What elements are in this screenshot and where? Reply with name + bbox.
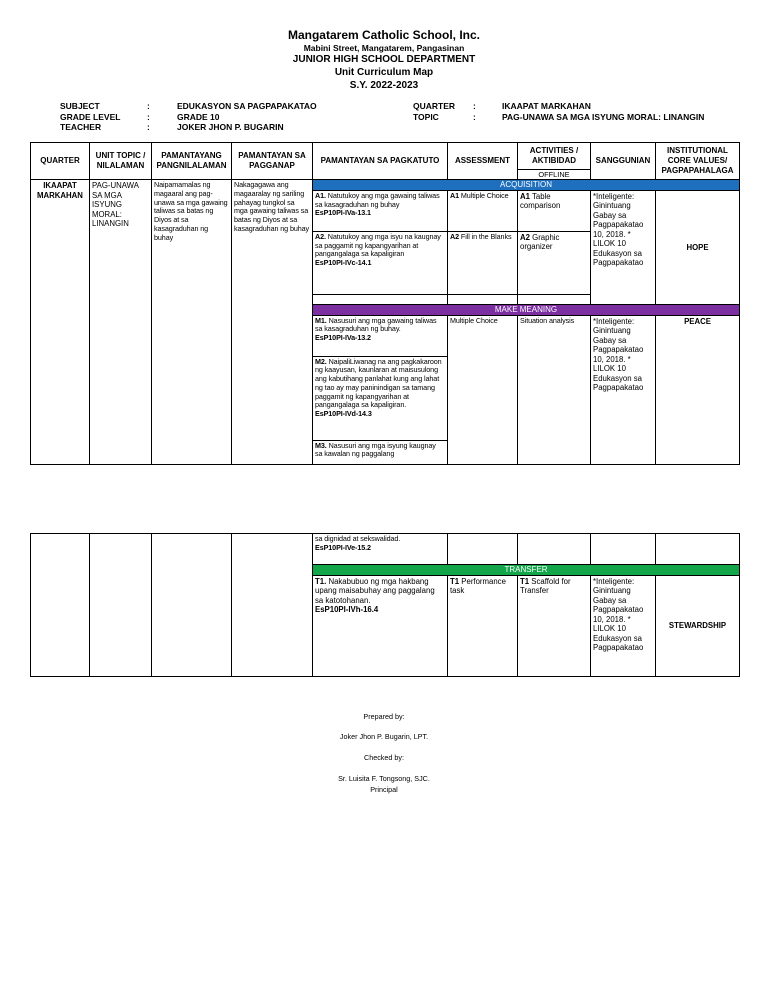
m1-text: Nasusuri ang mga gawaing taliwas sa kasagraduhan ng buhay. <box>315 315 437 334</box>
col-core-values: INSTITUTIONAL CORE VALUES/ PAGPAPAHALAGA <box>656 143 740 180</box>
col-pagganap: PAMANTAYAN SA PAGGANAP <box>232 143 313 180</box>
m3-competency <box>313 441 447 464</box>
grade-value: GRADE 10 <box>177 112 220 122</box>
a2-assessment <box>448 231 518 294</box>
colon: : <box>473 112 476 122</box>
school-address: Mabini Street, Mangatarem, Pangasinan <box>303 43 465 53</box>
col-pangnilalaman: PAMANTAYANG PANGNILALAMAN <box>152 143 232 180</box>
a1-competency <box>313 190 448 231</box>
m3-continued <box>313 534 448 565</box>
quarter-value: IKAAPAT MARKAHAN <box>502 101 591 111</box>
subject-label: SUBJECT <box>60 101 100 111</box>
mm-assessment: Multiple Choice <box>448 315 518 464</box>
empty-cell <box>31 534 90 677</box>
a1-text: Natutukoy ang mga gawaing taliwas sa kasagraduhan ng buhay <box>315 190 440 209</box>
t1-assess-label: T1 <box>450 576 460 586</box>
value-hope: HOPE <box>656 190 740 304</box>
teacher-label: TEACHER <box>60 122 102 132</box>
a2-act-label: A2 <box>520 232 530 242</box>
document-title: Unit Curriculum Map <box>334 67 434 78</box>
grade-label: GRADE LEVEL <box>60 112 121 122</box>
value-stewardship: STEWARDSHIP <box>656 575 740 676</box>
t1-competency <box>313 575 448 676</box>
colon: : <box>147 101 150 111</box>
curriculum-map-table-continued <box>30 533 740 677</box>
t1-label: T1. <box>315 576 327 586</box>
m1-label: M1. <box>315 315 327 325</box>
m1-code: EsP10PI-IVa-13.2 <box>315 333 371 343</box>
unit-topic-cell: PAG-UNAWA SA MGA ISYUNG MORAL: LINANGIN <box>90 180 152 465</box>
checked-by-label: Checked by: <box>364 753 404 762</box>
t1-act-text: Scaffold for Transfer <box>520 576 571 596</box>
a1-assess-label: A1 <box>450 190 459 200</box>
pangnilalaman-cell: Naipamamalas ng magaaral ang pag-unawa sa mga gawaing taliwas sa batas ng Diyos at sa kasagraduhan ng buhay <box>152 180 232 465</box>
acq-sanggunian: *Inteligente: Ginintuang Gabay sa Pagpapakatao 10, 2018. * LILOK 10 Edukasyon sa Pagpapakatao <box>591 190 656 304</box>
m2-label: M2. <box>315 356 327 366</box>
quarter-cell: IKAAPAT MARKAHAN <box>31 180 90 465</box>
pagganap-cell: Nakagagawa ang magaaralay ng sariling pahayag tungkol sa mga gawaing taliwas sa batas ng Diyos at sa kasagraduhan ng buhay <box>232 180 313 465</box>
t1-act-label: T1 <box>520 576 530 586</box>
col-pagkatuto: PAMANTAYAN SA PAGKATUTO <box>313 143 448 180</box>
empty-cell <box>518 294 591 304</box>
empty-cell <box>152 534 232 677</box>
prepared-by-label: Prepared by: <box>363 712 405 721</box>
empty-cell <box>518 534 591 565</box>
prepared-by-name: Joker Jhon P. Bugarin, LPT. <box>339 732 429 741</box>
empty-cell <box>90 534 152 677</box>
a1-code: EsP10PI-IVa-13.1 <box>315 208 371 218</box>
mm-activity: Situation analysis <box>518 315 591 464</box>
department: JUNIOR HIGH SCHOOL DEPARTMENT <box>292 54 476 65</box>
topic-value: PAG-UNAWA SA MGA ISYUNG MORAL: LINANGIN <box>502 112 705 122</box>
a2-activity <box>518 231 591 294</box>
colon: : <box>147 122 150 132</box>
checked-by-title: Principal <box>370 785 398 794</box>
a2-label: A2. <box>315 231 326 241</box>
topic-label: TOPIC <box>413 112 439 122</box>
a1-assessment <box>448 190 518 231</box>
m3-text: Nasusuri ang mga isyung kaugnay sa kawalan ng paggalang <box>315 440 436 459</box>
m3-code: EsP10PI-IVe-15.2 <box>315 542 371 552</box>
transfer-band: TRANSFER <box>313 565 740 576</box>
col-quarter: QUARTER <box>31 143 90 180</box>
a2-code: EsP10PI-IVc-14.1 <box>315 258 372 268</box>
a2-assess-label: A2 <box>450 231 459 241</box>
empty-cell <box>313 294 448 304</box>
col-activities: ACTIVITIES / AKTIBIDAD <box>518 143 591 170</box>
quarter-label: QUARTER <box>413 101 456 111</box>
m3-cont-text: sa dignidad at sekswalidad. <box>315 534 401 543</box>
col-offline: OFFLINE <box>518 170 591 180</box>
m1-competency <box>313 315 448 356</box>
a2-assess-text: Fill in the Blanks <box>460 231 512 241</box>
m2-text: NaipaliLiwanag na ang pagkakaroon ng kaayusan, kaunlaran at maisusulong ang kabutihang panlahat kung ang lahat ng tao ay may paninindigan sa tamang paggamit ng kapangyarihan at pangangalaga sa kapaligiran. <box>315 356 442 410</box>
school-name: Mangatarem Catholic School, Inc. <box>287 28 481 42</box>
value-peace: PEACE <box>656 315 740 464</box>
empty-cell <box>448 294 518 304</box>
empty-cell <box>656 534 740 565</box>
a1-act-text: Table comparison <box>520 191 561 211</box>
t1-text: Nakabubuo ng mga hakbang upang maisabuhay ang paggalang sa katotohanan. <box>315 576 435 605</box>
empty-cell <box>591 534 656 565</box>
acquisition-band: ACQUISITION <box>313 180 740 191</box>
tr-sanggunian: *Inteligente: Ginintuang Gabay sa Pagpapakatao 10, 2018. * LILOK 10 Edukasyon sa Pagpapakatao <box>591 575 656 676</box>
colon: : <box>147 112 150 122</box>
a1-activity <box>518 190 591 231</box>
t1-assessment <box>448 575 518 676</box>
make-meaning-band: MAKE MEANING <box>313 304 740 315</box>
a1-label: A1. <box>315 190 326 200</box>
m2-code: EsP10PI-IVd-14.3 <box>315 409 372 419</box>
empty-cell <box>448 534 518 565</box>
t1-code: EsP10PI-IVh-16.4 <box>315 605 379 615</box>
a2-act-text: Graphic organizer <box>520 232 560 252</box>
t1-assess-text: Performance task <box>450 576 506 596</box>
col-unit-topic: UNIT TOPIC / NILALAMAN <box>90 143 152 180</box>
mm-sanggunian: *Inteligente: Ginintuang Gabay sa Pagpapakatao 10, 2018. * LILOK 10 Edukasyon sa Pagpapakatao <box>591 315 656 464</box>
a2-competency <box>313 231 448 294</box>
school-year: S.Y. 2022-2023 <box>349 80 419 91</box>
t1-activity <box>518 575 591 676</box>
m2-competency <box>313 356 448 464</box>
empty-cell <box>232 534 313 677</box>
curriculum-map-table <box>30 142 740 465</box>
col-assessment: ASSESSMENT <box>448 143 518 180</box>
a2-text: Natutukoy ang mga isyu na kaugnay sa paggamit ng kapangyarihan at pangangalaga sa kapaligiran <box>315 231 441 259</box>
m3-label: M3. <box>315 440 327 450</box>
col-sanggunian: SANGGUNIAN <box>591 143 656 180</box>
subject-value: EDUKASYON SA PAGPAPAKATAO <box>177 101 317 111</box>
a1-act-label: A1 <box>520 191 530 201</box>
checked-by-name: Sr. Luisita F. Tongsong, SJC. <box>338 774 430 783</box>
colon: : <box>473 101 476 111</box>
a1-assess-text: Multiple Choice <box>460 190 509 200</box>
teacher-value: JOKER JHON P. BUGARIN <box>177 122 284 132</box>
